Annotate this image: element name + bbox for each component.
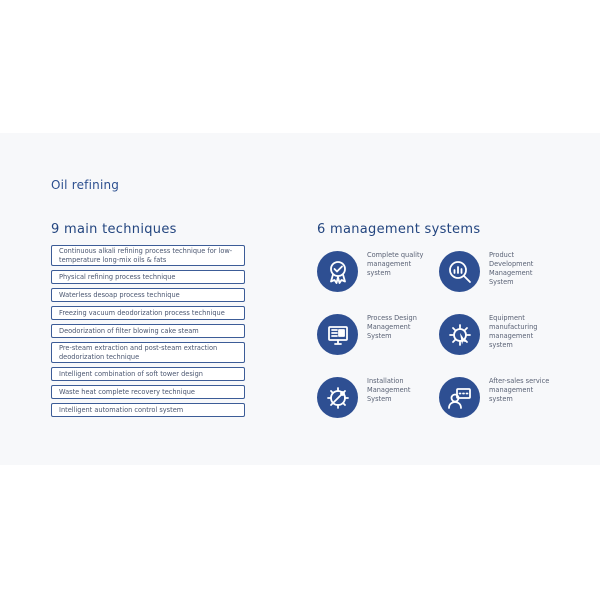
technique-item: Intelligent automation control system [51,403,245,417]
technique-item: Continuous alkali refining process technique for low-temperature long-mix oils & fats [51,245,245,266]
technique-item: Physical refining process technique [51,270,245,284]
techniques-list [51,245,245,421]
system-label: Equipment manufacturing management system [489,314,538,349]
management-title: 6 management systems [317,222,481,237]
page-title: Oil refining [51,178,120,192]
technique-item: Waterless desoap process technique [51,288,245,302]
technique-item: Freezing vacuum deodorization process technique [51,306,245,320]
techniques-title: 9 main techniques [51,222,177,237]
system-label: Product Development Management System [489,251,534,286]
chart-magnifier-icon [439,251,480,292]
technique-item: Intelligent combination of soft tower design [51,367,245,381]
technique-item: Deodorization of filter blowing cake steam [51,324,245,338]
system-label: Installation Management System [367,377,411,403]
support-person-icon [439,377,480,418]
system-equipment-manufacturing [439,314,553,355]
system-label: Complete quality management system [367,251,424,277]
system-product-development [439,251,553,292]
gear-wrench-icon [317,377,358,418]
gear-cursor-icon [439,314,480,355]
system-label: After-sales service management system [489,377,550,403]
monitor-document-icon [317,314,358,355]
quality-badge-icon [317,251,358,292]
system-quality [317,251,431,292]
technique-item: Waste heat complete recovery technique [51,385,245,399]
system-installation [317,377,431,418]
system-after-sales [439,377,553,418]
system-label: Process Design Management System [367,314,417,340]
technique-item: Pre-steam extraction and post-steam extraction deodorization technique [51,342,245,363]
system-process-design [317,314,431,355]
